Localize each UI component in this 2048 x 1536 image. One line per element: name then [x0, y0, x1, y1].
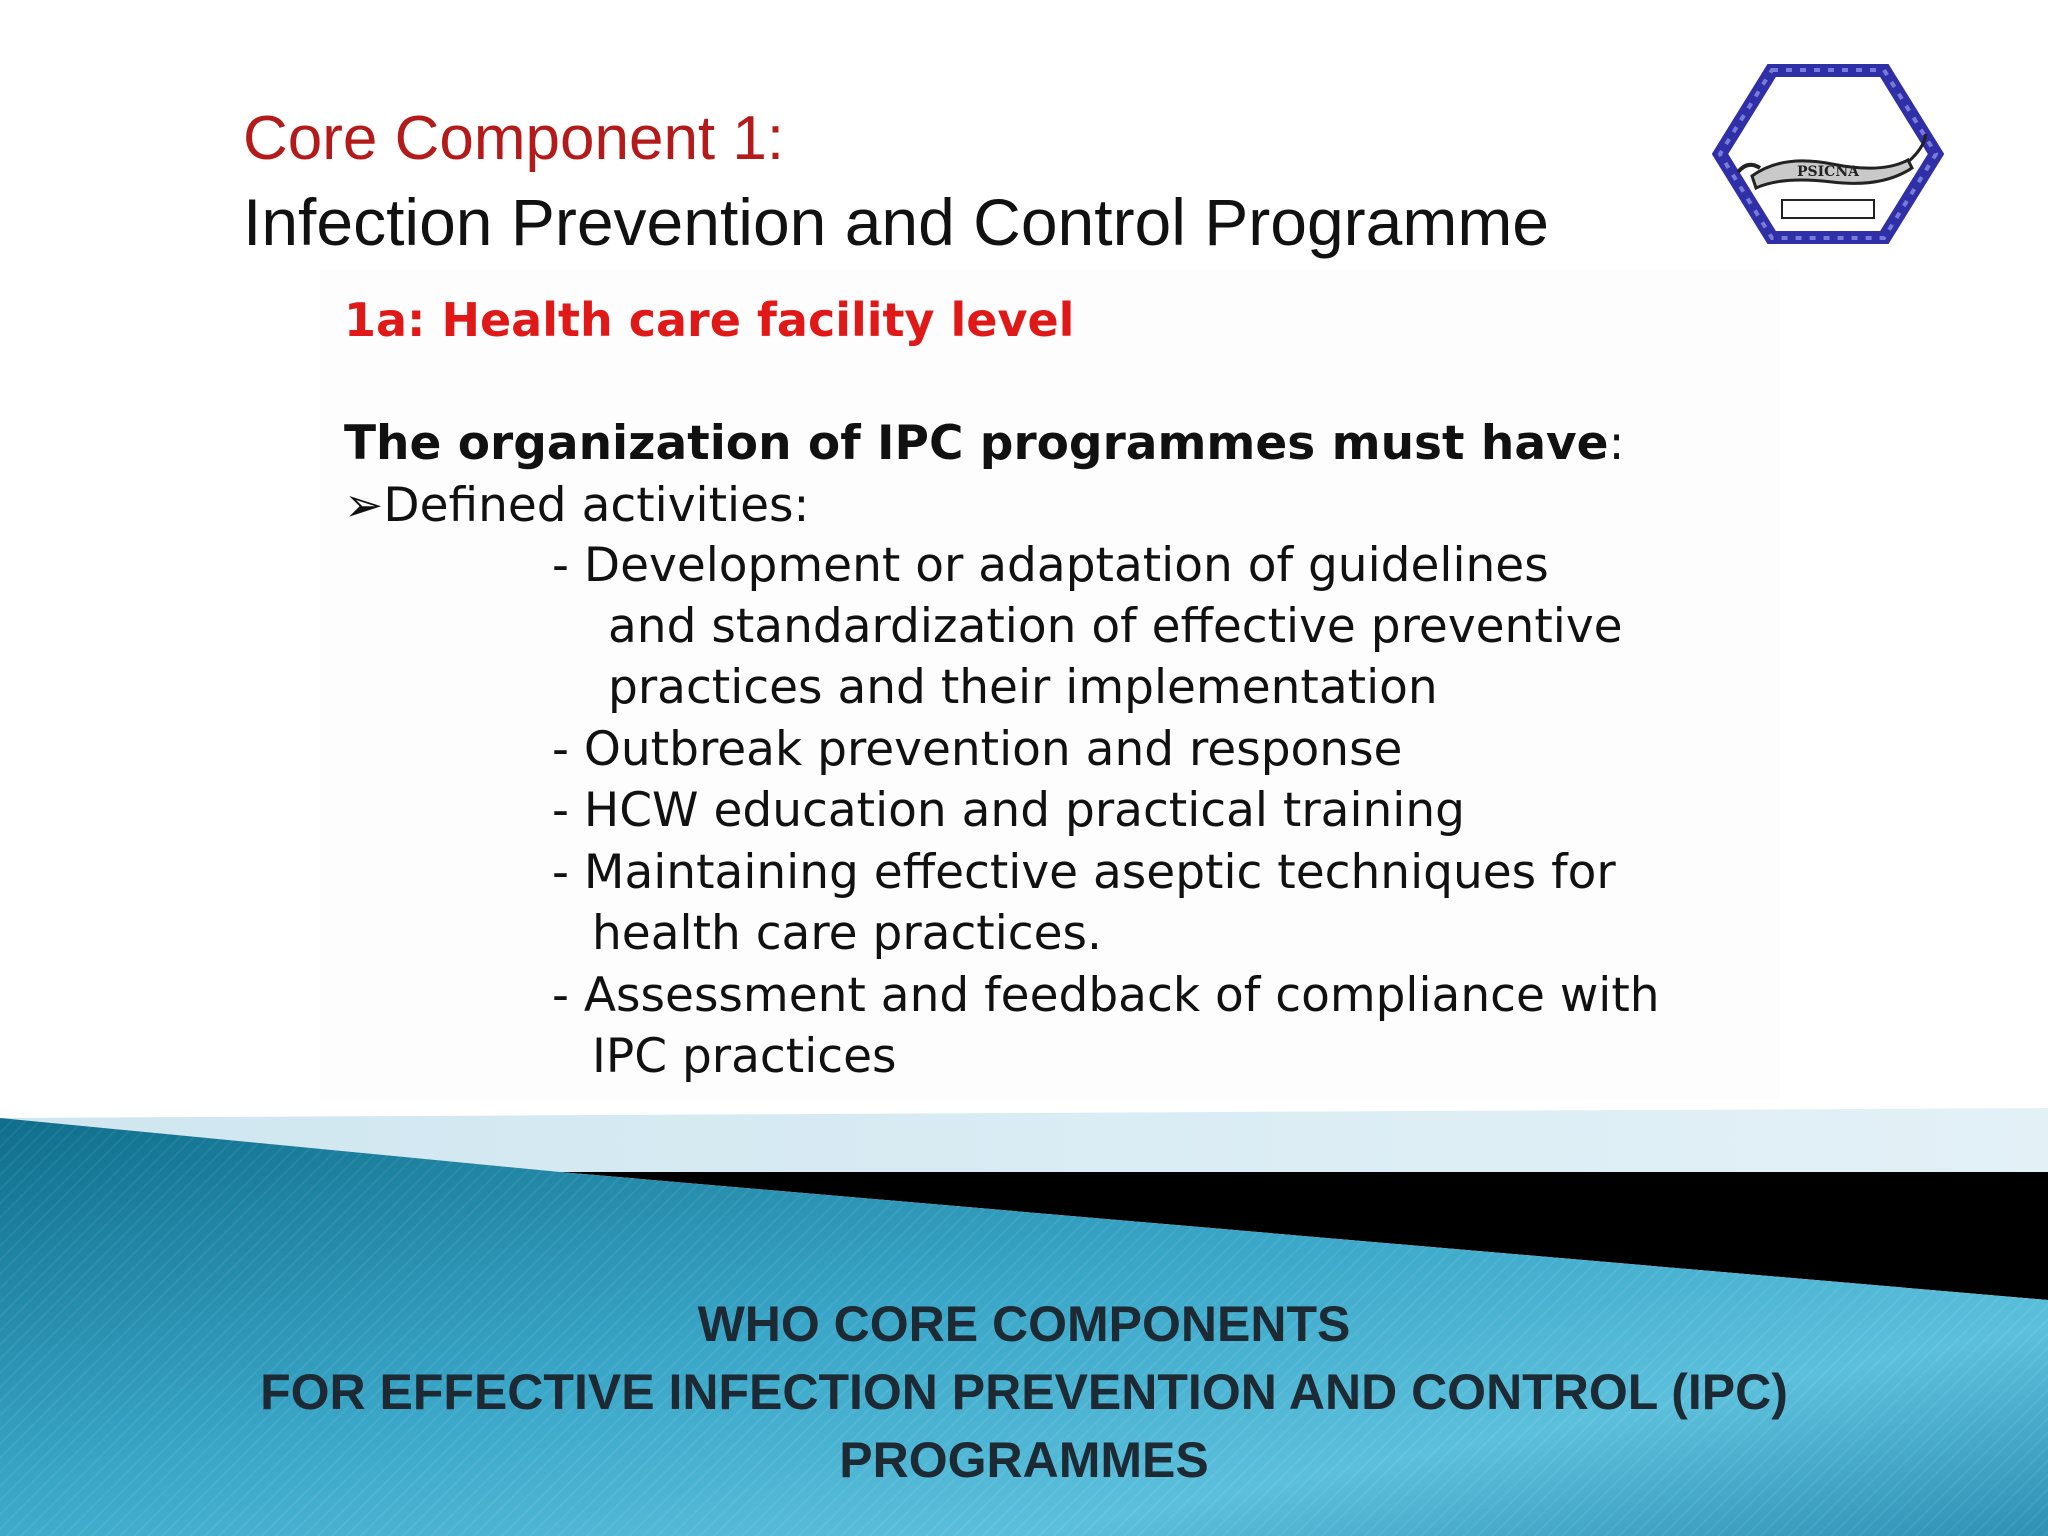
activity-line: - Development or adaptation of guidelines — [552, 538, 1549, 593]
footer-line2: FOR EFFECTIVE INFECTION PREVENTION AND CONTROL (IPC) — [260, 1364, 1788, 1420]
lead-bold: The organization of IPC programmes must have — [344, 416, 1609, 471]
bullet-label: Defined activities: — [383, 478, 810, 533]
bullet-defined-activities — [344, 476, 809, 536]
activity-line: health care practices. — [592, 906, 1102, 961]
activity-line: - Outbreak prevention and response — [552, 722, 1403, 777]
psicna-logo — [1712, 64, 1944, 244]
bullet-arrow-icon: ➢ — [344, 478, 384, 533]
subtitle-facility-level: 1a: Health care facility level — [344, 293, 1075, 347]
activity-line: IPC practices — [592, 1029, 897, 1084]
activity-line: - Maintaining effective aseptic techniques for — [552, 845, 1616, 900]
lead-sentence — [344, 414, 1624, 474]
title-core-component: Core Component 1: — [243, 104, 785, 173]
logo-text: PSICNA — [1797, 164, 1859, 180]
activity-line: and standardization of effective preventive — [608, 599, 1623, 654]
footer-line1: WHO CORE COMPONENTS — [697, 1296, 1351, 1352]
activity-line: practices and their implementation — [608, 660, 1438, 715]
title-programme: Infection Prevention and Control Programme — [243, 185, 1550, 259]
activity-line: - Assessment and feedback of compliance with — [552, 968, 1660, 1023]
footer-line3: PROGRAMMES — [839, 1432, 1209, 1488]
lead-colon: : — [1608, 416, 1625, 471]
activity-line: - HCW education and practical training — [552, 783, 1465, 838]
